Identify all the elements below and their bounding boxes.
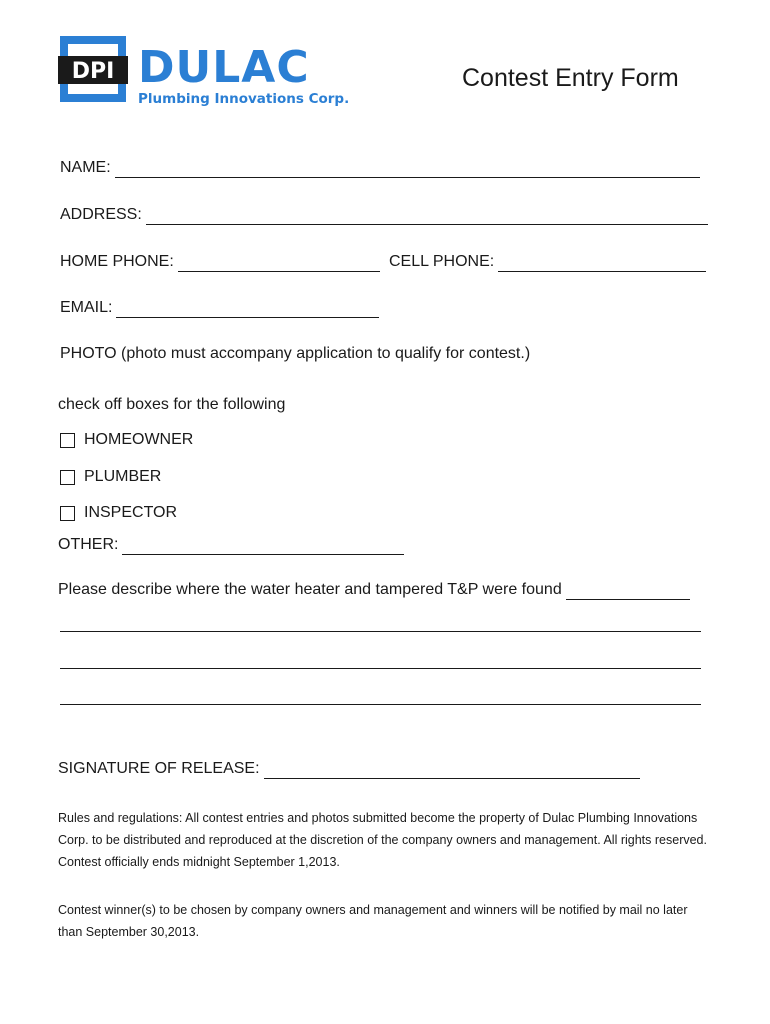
dpi-logo-icon xyxy=(56,32,130,106)
checkbox-plumber[interactable] xyxy=(60,467,161,487)
email-label: EMAIL: xyxy=(60,299,113,316)
cell-phone-field xyxy=(389,252,706,272)
address-field xyxy=(60,205,708,225)
brand-name: DULAC xyxy=(138,42,310,93)
email-field xyxy=(60,298,379,318)
photo-note: PHOTO (photo must accompany application to qualify for contest.) xyxy=(60,345,531,362)
name-label: NAME: xyxy=(60,159,111,176)
description-line-1[interactable] xyxy=(60,630,701,632)
checkbox-square-icon[interactable] xyxy=(60,433,75,448)
name-field xyxy=(60,158,700,178)
cell-phone-input-line[interactable] xyxy=(498,257,706,272)
home-phone-field xyxy=(60,252,380,272)
checkbox-label: HOMEOWNER xyxy=(84,431,194,448)
brand-subtitle: Plumbing Innovations Corp. xyxy=(138,91,350,107)
other-field xyxy=(58,535,404,555)
description-line-2[interactable] xyxy=(60,667,701,669)
home-phone-input-line[interactable] xyxy=(178,257,380,272)
checkbox-square-icon[interactable] xyxy=(60,506,75,521)
description-prompt: Please describe where the water heater and tampered T&P were found xyxy=(58,581,562,598)
description-input-line[interactable] xyxy=(566,585,690,600)
other-label: OTHER: xyxy=(58,536,119,553)
checklist-heading: check off boxes for the following xyxy=(58,396,286,413)
form-title: Contest Entry Form xyxy=(462,64,679,92)
description-field xyxy=(58,580,690,600)
address-label: ADDRESS: xyxy=(60,206,142,223)
checkbox-inspector[interactable] xyxy=(60,503,177,523)
other-input-line[interactable] xyxy=(122,540,404,555)
signature-label: SIGNATURE OF RELEASE: xyxy=(58,760,260,777)
signature-field xyxy=(58,759,640,779)
address-input-line[interactable] xyxy=(146,210,708,225)
rules-paragraph: Rules and regulations: All contest entries and photos submitted become the property of Dulac Plumbing Innovations Corp. to be distributed and reproduced at the discretion of the company owners and management. All rights reserved. Contest officially ends midnight September 1,2013. xyxy=(58,811,707,869)
checkbox-square-icon[interactable] xyxy=(60,470,75,485)
email-input-line[interactable] xyxy=(116,303,379,318)
name-input-line[interactable] xyxy=(115,163,700,178)
signature-input-line[interactable] xyxy=(264,764,640,779)
checkbox-label: INSPECTOR xyxy=(84,504,178,521)
checkbox-label: PLUMBER xyxy=(84,468,162,485)
winners-paragraph: Contest winner(s) to be chosen by company owners and management and winners will be notified by mail no later than September 30,2013. xyxy=(58,903,688,939)
checkbox-homeowner[interactable] xyxy=(60,430,193,450)
home-phone-label: HOME PHONE: xyxy=(60,253,174,270)
description-line-3[interactable] xyxy=(60,703,701,705)
cell-phone-label: CELL PHONE: xyxy=(389,253,495,270)
logo-text: DPI xyxy=(71,59,115,84)
